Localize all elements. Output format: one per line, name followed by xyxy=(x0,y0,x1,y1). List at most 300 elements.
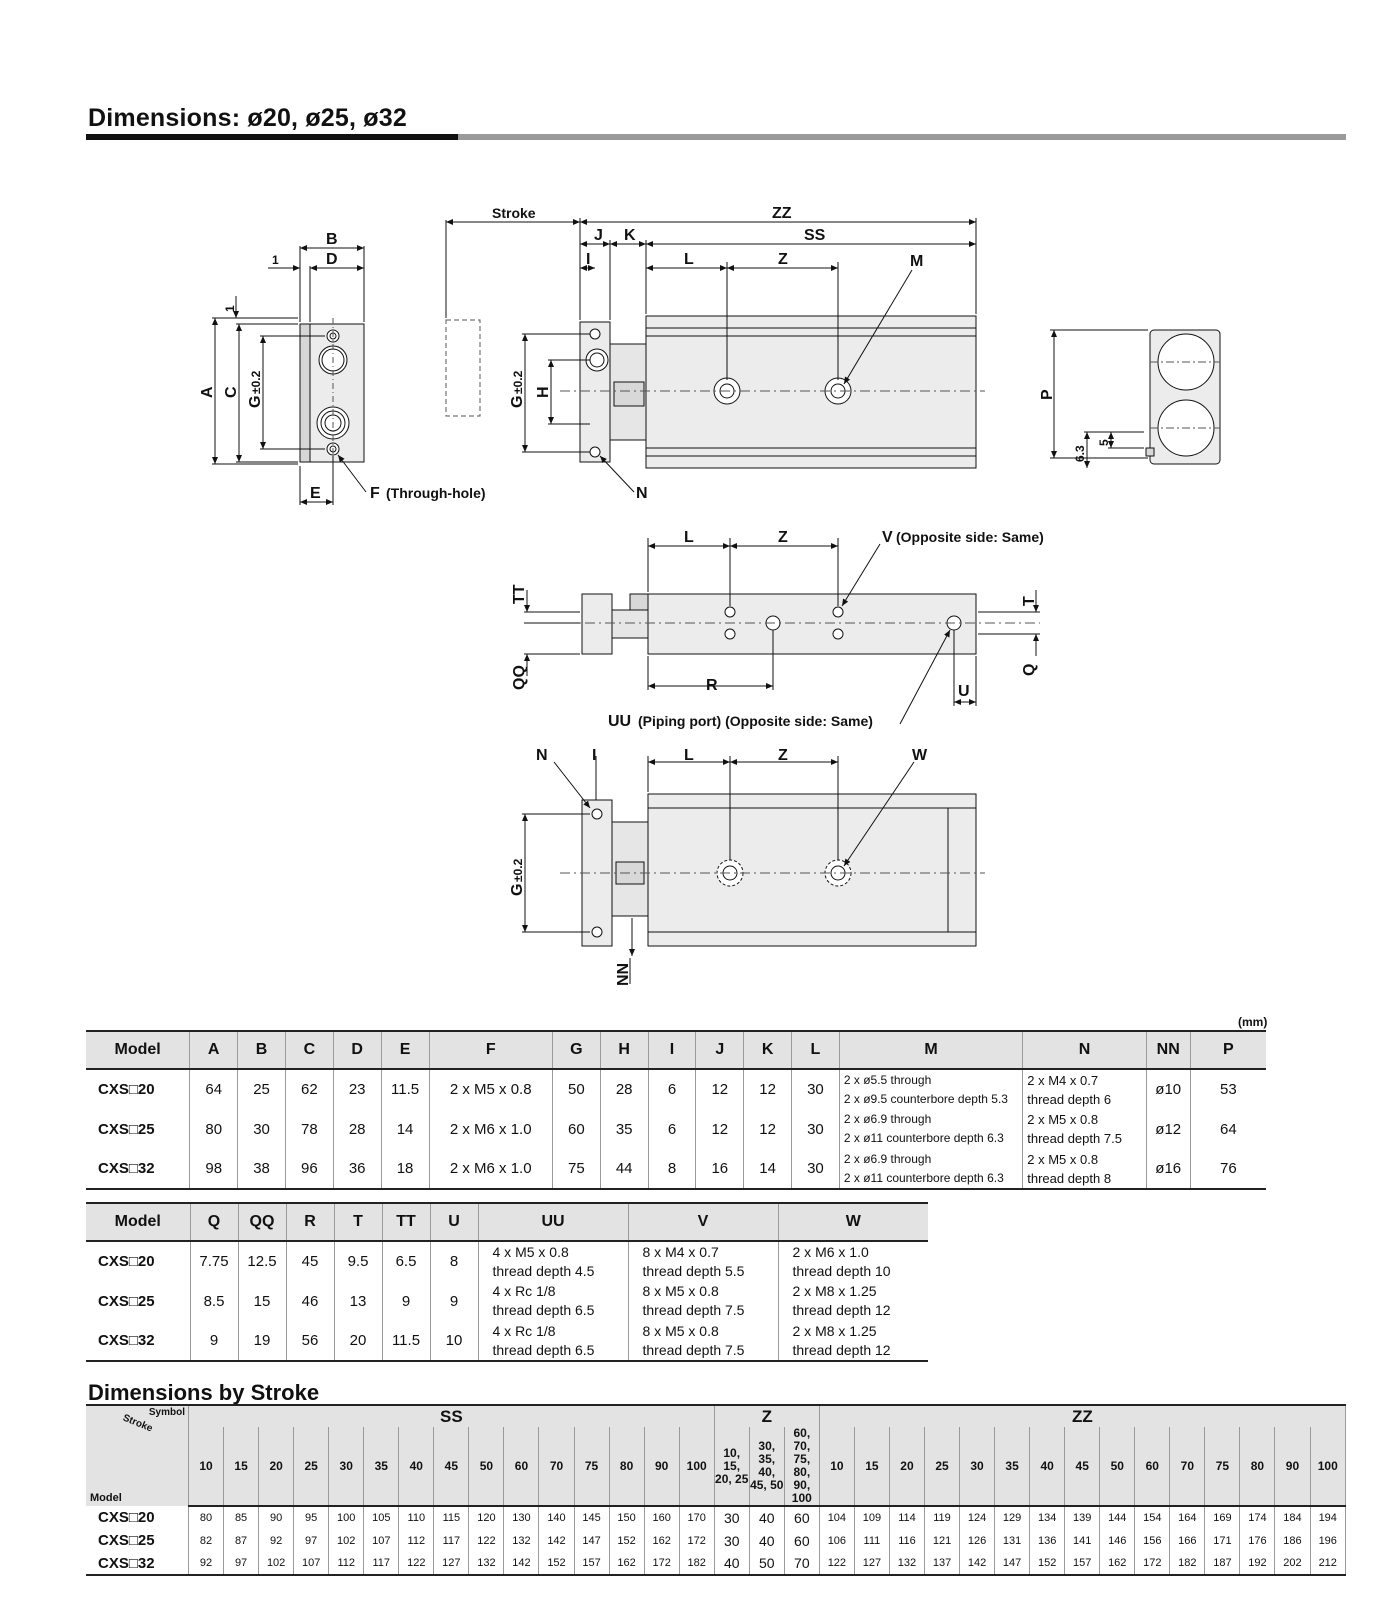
cell-zz: 104 xyxy=(819,1506,854,1529)
label-u: U xyxy=(958,683,970,700)
label-tt: TT xyxy=(511,584,528,604)
cell-ss: 92 xyxy=(189,1552,224,1575)
stroke-header: 75 xyxy=(574,1427,609,1506)
cell-ss: 112 xyxy=(329,1552,364,1575)
cell-p: 53 xyxy=(1220,1081,1237,1098)
cell-i: 6 xyxy=(648,1109,696,1149)
cell-w xyxy=(778,1321,928,1361)
col-header: TT xyxy=(382,1203,430,1241)
cell-d: 28 xyxy=(333,1109,381,1149)
cell-w-line2: thread depth 12 xyxy=(792,1341,891,1358)
stroke-header: 60 xyxy=(504,1427,539,1506)
cell-p: 64 xyxy=(1220,1120,1237,1138)
cell-nn: ø16 xyxy=(1146,1149,1190,1189)
cell-tt: 11.5 xyxy=(382,1321,430,1361)
col-header: J xyxy=(696,1031,744,1069)
cell-zz: 202 xyxy=(1275,1552,1310,1575)
label-q: Q xyxy=(1021,663,1038,676)
group-zz: ZZ xyxy=(819,1405,1345,1427)
table-row xyxy=(86,1281,928,1321)
cell-ss: 87 xyxy=(224,1529,259,1552)
cell-e: 14 xyxy=(381,1109,429,1149)
cell-ss: 172 xyxy=(679,1529,714,1552)
cell-uu-line2: thread depth 6.5 xyxy=(492,1302,595,1318)
cell-d: 23 xyxy=(333,1069,381,1109)
table-corner-cell xyxy=(86,1405,189,1506)
cell-v-line2: thread depth 5.5 xyxy=(642,1262,745,1279)
cell-ss: 100 xyxy=(329,1506,364,1529)
cell-zz: 134 xyxy=(1030,1506,1065,1529)
col-header: N xyxy=(1023,1031,1147,1069)
cell-q: 8.5 xyxy=(190,1281,238,1321)
cell-zz: 184 xyxy=(1275,1506,1310,1529)
cell-zz: 196 xyxy=(1310,1529,1346,1552)
cell-zz: 119 xyxy=(924,1506,959,1529)
cell-zz: 129 xyxy=(995,1506,1030,1529)
cell-ss: 162 xyxy=(609,1552,644,1575)
stroke-header: 20 xyxy=(259,1427,294,1506)
label-5: 5 xyxy=(1097,439,1111,446)
cell-q: 9 xyxy=(190,1321,238,1361)
stroke-header: 10 xyxy=(819,1427,854,1506)
cell-n-line2: thread depth 6 xyxy=(1027,1091,1112,1107)
cell-v xyxy=(628,1241,778,1281)
label-uu-note: (Piping port) (Opposite side: Same) xyxy=(638,713,873,729)
cell-zz: 141 xyxy=(1065,1529,1100,1552)
cell-k: 12 xyxy=(744,1109,792,1149)
cell-model: CXS□25 xyxy=(86,1109,190,1149)
stroke-header: 40 xyxy=(1030,1427,1065,1506)
cell-ss: 170 xyxy=(679,1506,714,1529)
col-header: H xyxy=(600,1031,648,1069)
cell-j: 16 xyxy=(696,1149,744,1189)
unit-label: (mm) xyxy=(1238,1015,1268,1029)
label-b: B xyxy=(326,231,338,248)
label-v-note: (Opposite side: Same) xyxy=(896,529,1044,545)
cell-d: 36 xyxy=(333,1149,381,1189)
cell-n-line2: thread depth 7.5 xyxy=(1027,1131,1122,1146)
table-row xyxy=(86,1149,1266,1189)
cell-u: 8 xyxy=(430,1241,478,1281)
table-header-row xyxy=(86,1031,1266,1069)
cell-zz: 137 xyxy=(924,1552,959,1575)
cell-a: 64 xyxy=(190,1069,238,1109)
label-t: T xyxy=(1021,596,1038,606)
cell-ss: 132 xyxy=(504,1529,539,1552)
label-l: L xyxy=(684,251,694,268)
stroke-header: 20 xyxy=(889,1427,924,1506)
cell-v xyxy=(628,1281,778,1321)
corner-symbol: Symbol xyxy=(148,1407,185,1418)
cell-n xyxy=(1023,1149,1147,1189)
cell-ss: 117 xyxy=(434,1529,469,1552)
cell-zz: 142 xyxy=(960,1552,995,1575)
cell-zz: 116 xyxy=(889,1529,924,1552)
cell-zz: 212 xyxy=(1310,1552,1346,1575)
cell-zz: 136 xyxy=(1030,1529,1065,1552)
cell-uu-line1: 4 x Rc 1/8 xyxy=(492,1283,556,1299)
col-header: K xyxy=(744,1031,792,1069)
label-f: F xyxy=(370,485,380,502)
cell-r: 45 xyxy=(286,1241,334,1281)
label-nn: NN xyxy=(615,962,632,986)
cell-u: 9 xyxy=(430,1281,478,1321)
cell-zz: 186 xyxy=(1275,1529,1310,1552)
cell-m-line2: 2 x ø11 counterbore depth 6.3 xyxy=(843,1131,1004,1145)
cell-model: CXS□20 xyxy=(86,1069,190,1109)
label-a: A xyxy=(199,386,216,398)
cell-zz: 192 xyxy=(1240,1552,1275,1575)
label-f-note: (Through-hole) xyxy=(386,485,486,501)
cell-zz: 156 xyxy=(1135,1529,1170,1552)
cell-v xyxy=(628,1321,778,1361)
cell-ss: 102 xyxy=(329,1529,364,1552)
stroke-header: 100 xyxy=(679,1427,714,1506)
cell-w-line2: thread depth 10 xyxy=(792,1262,891,1279)
cell-l: 30 xyxy=(792,1149,840,1189)
cell-ss: 80 xyxy=(189,1506,224,1529)
cell-q: 7.75 xyxy=(190,1241,238,1281)
col-header: Model xyxy=(86,1031,190,1069)
col-header: NN xyxy=(1146,1031,1190,1069)
col-header: P xyxy=(1190,1031,1266,1069)
cell-ss: 122 xyxy=(469,1529,504,1552)
label-h: H xyxy=(535,386,552,398)
cell-k: 12 xyxy=(744,1069,792,1109)
cell-i: 8 xyxy=(648,1149,696,1189)
col-header: I xyxy=(648,1031,696,1069)
cell-w xyxy=(778,1281,928,1321)
cell-b: 30 xyxy=(238,1109,286,1149)
cell-zz: 187 xyxy=(1205,1552,1240,1575)
cell-ss: 120 xyxy=(469,1506,504,1529)
label-i: I xyxy=(586,251,591,268)
stroke-header: 15 xyxy=(224,1427,259,1506)
stroke-header: 45 xyxy=(434,1427,469,1506)
stroke-header: 35 xyxy=(995,1427,1030,1506)
cell-a: 98 xyxy=(190,1149,238,1189)
cell-ss: 162 xyxy=(644,1529,679,1552)
cell-zz: 194 xyxy=(1310,1506,1346,1529)
cell-zz: 147 xyxy=(995,1552,1030,1575)
cell-zz: 176 xyxy=(1240,1529,1275,1552)
cell-v-line1: 8 x M5 x 0.8 xyxy=(642,1283,719,1299)
cell-zz: 122 xyxy=(819,1552,854,1575)
label-m: M xyxy=(910,253,924,270)
col-header: D xyxy=(333,1031,381,1069)
cell-zz: 152 xyxy=(1030,1552,1065,1575)
cell-zz: 171 xyxy=(1205,1529,1240,1552)
cell-ss: 117 xyxy=(364,1552,399,1575)
label-one-vertical: 1 xyxy=(223,305,237,312)
cell-zz: 144 xyxy=(1100,1506,1135,1529)
cell-ss: 152 xyxy=(609,1529,644,1552)
cell-ss: 107 xyxy=(364,1529,399,1552)
col-header: R xyxy=(286,1203,334,1241)
cell-model: CXS□32 xyxy=(86,1321,190,1361)
cell-h: 35 xyxy=(600,1109,648,1149)
label-i-bottom: I xyxy=(592,747,597,764)
dimensions-table-2 xyxy=(86,1202,928,1362)
group-z: Z xyxy=(714,1405,819,1427)
cell-c: 62 xyxy=(285,1069,333,1109)
cell-z: 60 xyxy=(784,1529,819,1552)
cell-uu xyxy=(478,1281,628,1321)
cell-j: 12 xyxy=(696,1109,744,1149)
cell-z: 50 xyxy=(749,1552,784,1575)
stroke-header: 10 xyxy=(189,1427,224,1506)
label-g-tol-top: ±0.2 xyxy=(511,370,525,394)
cell-ss: 102 xyxy=(259,1552,294,1575)
label-g-top: G xyxy=(509,395,526,408)
cell-model: CXS□20 xyxy=(86,1241,190,1281)
table-header-row xyxy=(86,1203,928,1241)
cell-v-line1: 8 x M5 x 0.8 xyxy=(642,1322,719,1339)
cell-z: 30 xyxy=(714,1529,749,1552)
cell-w xyxy=(778,1241,928,1281)
stroke-header: 90 xyxy=(1275,1427,1310,1506)
label-v: V xyxy=(882,529,893,546)
cell-zz: 121 xyxy=(924,1529,959,1552)
cell-f: 2 x M6 x 1.0 xyxy=(429,1109,552,1149)
table-row xyxy=(86,1109,1266,1149)
bottom-view xyxy=(522,756,985,984)
label-n-bottom: N xyxy=(536,747,548,764)
left-view xyxy=(212,246,366,505)
table-row xyxy=(86,1552,1346,1575)
cell-zz: 164 xyxy=(1170,1506,1205,1529)
cell-zz: 174 xyxy=(1240,1506,1275,1529)
cell-ss: 140 xyxy=(539,1506,574,1529)
stroke-header: 80 xyxy=(609,1427,644,1506)
stroke-header: 90 xyxy=(644,1427,679,1506)
cell-z: 40 xyxy=(714,1552,749,1575)
cell-zz: 169 xyxy=(1205,1506,1240,1529)
label-z-side: Z xyxy=(778,529,788,546)
stroke-header: 50 xyxy=(469,1427,504,1506)
cell-w-line1: 2 x M8 x 1.25 xyxy=(792,1322,877,1339)
cell-m xyxy=(839,1149,1022,1189)
cell-tt: 6.5 xyxy=(382,1241,430,1281)
label-w: W xyxy=(912,747,928,764)
cell-zz: 124 xyxy=(960,1506,995,1529)
label-stroke: Stroke xyxy=(492,205,536,221)
cell-zz: 131 xyxy=(995,1529,1030,1552)
cell-qq: 15 xyxy=(238,1281,286,1321)
cell-z: 40 xyxy=(749,1529,784,1552)
label-d: D xyxy=(326,251,338,268)
col-header: M xyxy=(839,1031,1022,1069)
stroke-table xyxy=(86,1404,1346,1576)
cell-b: 38 xyxy=(238,1149,286,1189)
table-row xyxy=(86,1529,1346,1552)
cell-zz: 182 xyxy=(1170,1552,1205,1575)
cell-p: 76 xyxy=(1190,1149,1266,1189)
cell-qq: 12.5 xyxy=(238,1241,286,1281)
stroke-header: 100 xyxy=(1310,1427,1346,1506)
col-header: F xyxy=(429,1031,552,1069)
cell-z: 40 xyxy=(749,1506,784,1529)
cell-g: 50 xyxy=(552,1069,600,1109)
col-header: U xyxy=(430,1203,478,1241)
cell-ss: 115 xyxy=(434,1506,469,1529)
cell-l: 30 xyxy=(792,1109,840,1149)
cell-zz: 139 xyxy=(1065,1506,1100,1529)
cell-ss: 105 xyxy=(364,1506,399,1529)
cell-z: 60 xyxy=(784,1506,819,1529)
cell-m-line1: 2 x ø5.5 through xyxy=(843,1072,932,1087)
col-header: Q xyxy=(190,1203,238,1241)
cell-h: 44 xyxy=(600,1149,648,1189)
cell-ss: 160 xyxy=(644,1506,679,1529)
col-header: L xyxy=(792,1031,840,1069)
corner-stroke: Stroke xyxy=(121,1412,155,1435)
stroke-header: 25 xyxy=(294,1427,329,1506)
stroke-header: 30 xyxy=(960,1427,995,1506)
cell-t: 9.5 xyxy=(334,1241,382,1281)
cell-uu xyxy=(478,1241,628,1281)
cell-v-line2: thread depth 7.5 xyxy=(642,1341,745,1358)
cell-uu-line1: 4 x M5 x 0.8 xyxy=(492,1243,569,1260)
z-range-header: 10, 15, 20, 25 xyxy=(714,1427,749,1506)
table-row xyxy=(86,1506,1346,1529)
cell-g: 75 xyxy=(552,1149,600,1189)
stroke-header: 30 xyxy=(329,1427,364,1506)
corner-model: Model xyxy=(90,1492,122,1504)
cell-k: 14 xyxy=(744,1149,792,1189)
cell-m-line1: 2 x ø6.9 through xyxy=(843,1112,932,1126)
label-l-side: L xyxy=(684,529,694,546)
label-z-bottom: Z xyxy=(778,747,788,764)
stroke-header: 35 xyxy=(364,1427,399,1506)
cell-m-line2: 2 x ø11 counterbore depth 6.3 xyxy=(843,1170,1004,1185)
cell-n-line1: 2 x M5 x 0.8 xyxy=(1027,1151,1099,1167)
cell-ss: 97 xyxy=(294,1529,329,1552)
table-row xyxy=(86,1241,928,1281)
cell-g: 60 xyxy=(552,1109,600,1149)
cell-n-line1: 2 x M5 x 0.8 xyxy=(1027,1112,1099,1127)
col-header: C xyxy=(285,1031,333,1069)
cell-c: 96 xyxy=(285,1149,333,1189)
cell-w-line1: 2 x M8 x 1.25 xyxy=(792,1283,877,1299)
cell-zz: 162 xyxy=(1100,1552,1135,1575)
cell-zz: 126 xyxy=(960,1529,995,1552)
cell-ss: 142 xyxy=(504,1552,539,1575)
cell-ss: 90 xyxy=(259,1506,294,1529)
table-row xyxy=(86,1321,928,1361)
cell-ss: 110 xyxy=(399,1506,434,1529)
stroke-header: 25 xyxy=(924,1427,959,1506)
label-zz: ZZ xyxy=(772,205,792,222)
cell-model: CXS□25 xyxy=(86,1281,190,1321)
label-n-top: N xyxy=(636,485,648,502)
label-j: J xyxy=(594,227,603,244)
cell-uu-line2: thread depth 6.5 xyxy=(492,1341,595,1358)
cell-ss: 112 xyxy=(399,1529,434,1552)
cell-ss: 82 xyxy=(189,1529,224,1552)
cell-zz: 172 xyxy=(1135,1552,1170,1575)
cell-qq: 19 xyxy=(238,1321,286,1361)
label-g-left: G xyxy=(247,395,264,408)
page-title: Dimensions: ø20, ø25, ø32 xyxy=(88,104,407,132)
cell-zz: 132 xyxy=(889,1552,924,1575)
stroke-header: 75 xyxy=(1205,1427,1240,1506)
col-header: E xyxy=(381,1031,429,1069)
cell-ss: 107 xyxy=(294,1552,329,1575)
cell-z: 30 xyxy=(714,1506,749,1529)
label-e: E xyxy=(310,485,321,502)
cell-w-line2: thread depth 12 xyxy=(792,1302,891,1318)
cell-model: CXS□32 xyxy=(86,1552,189,1575)
cell-b: 25 xyxy=(238,1069,286,1109)
cell-r: 46 xyxy=(286,1281,334,1321)
z-range-header: 60, 70, 75, 80, 90, 100 xyxy=(784,1427,819,1506)
stroke-header: 50 xyxy=(1100,1427,1135,1506)
col-header: A xyxy=(190,1031,238,1069)
table-row xyxy=(86,1069,1266,1109)
cell-m xyxy=(839,1109,1022,1149)
stroke-table-header-row xyxy=(86,1427,1346,1506)
cell-uu-line1: 4 x Rc 1/8 xyxy=(492,1322,556,1339)
cell-n-line1: 2 x M4 x 0.7 xyxy=(1027,1072,1099,1088)
cell-l: 30 xyxy=(792,1069,840,1109)
cell-t: 13 xyxy=(334,1281,382,1321)
cell-ss: 85 xyxy=(224,1506,259,1529)
stroke-header: 40 xyxy=(399,1427,434,1506)
label-r: R xyxy=(706,677,718,694)
col-header: B xyxy=(238,1031,286,1069)
col-header: QQ xyxy=(238,1203,286,1241)
dimensions-table-1 xyxy=(86,1030,1266,1190)
label-uu: UU xyxy=(608,713,632,730)
cell-zz: 114 xyxy=(889,1506,924,1529)
label-z: Z xyxy=(778,251,788,268)
cell-zz: 127 xyxy=(854,1552,889,1575)
col-header: Model xyxy=(86,1203,190,1241)
stroke-header: 70 xyxy=(1170,1427,1205,1506)
cell-ss: 147 xyxy=(574,1529,609,1552)
cell-j: 12 xyxy=(696,1069,744,1109)
cell-model: CXS□20 xyxy=(86,1506,189,1529)
stroke-table-group-row xyxy=(86,1405,1346,1427)
cell-n xyxy=(1023,1069,1147,1109)
cell-tt: 9 xyxy=(382,1281,430,1321)
cell-m-line2: 2 x ø9.5 counterbore depth 5.3 xyxy=(843,1091,1008,1106)
col-header: W xyxy=(778,1203,928,1241)
cell-nn: ø10 xyxy=(1146,1069,1190,1109)
cell-ss: 92 xyxy=(259,1529,294,1552)
cell-z: 70 xyxy=(784,1552,819,1575)
label-one: 1 xyxy=(272,253,279,267)
cell-zz: 157 xyxy=(1065,1552,1100,1575)
label-g-tol-left: ±0.2 xyxy=(249,370,263,394)
col-header: UU xyxy=(478,1203,628,1241)
cell-ss: 172 xyxy=(644,1552,679,1575)
label-k: K xyxy=(624,227,636,244)
cell-zz: 111 xyxy=(854,1529,889,1552)
stroke-section-title: Dimensions by Stroke xyxy=(88,1380,320,1405)
label-g-bottom: G xyxy=(509,883,526,896)
cell-m xyxy=(839,1069,1022,1109)
cell-ss: 142 xyxy=(539,1529,574,1552)
cell-zz: 106 xyxy=(819,1529,854,1552)
cell-f: 2 x M6 x 1.0 xyxy=(429,1149,552,1189)
cell-ss: 150 xyxy=(609,1506,644,1529)
cell-model: CXS□25 xyxy=(86,1529,189,1552)
cell-e: 18 xyxy=(381,1149,429,1189)
cell-h: 28 xyxy=(600,1069,648,1109)
stroke-header: 70 xyxy=(539,1427,574,1506)
